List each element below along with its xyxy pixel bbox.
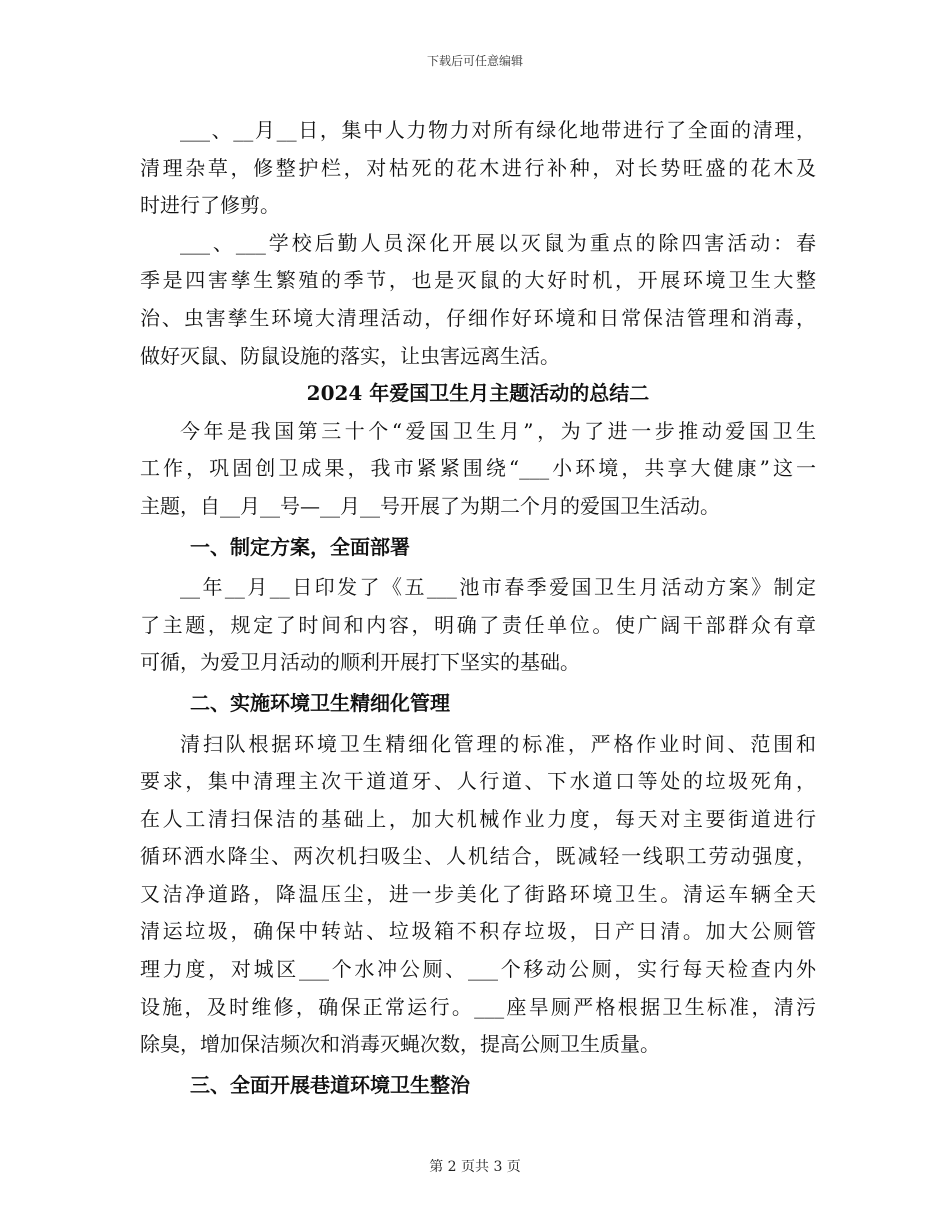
paragraph-line: 清扫队根据环境卫生精细化管理的标准，严格作业时间、范围和 [180, 731, 816, 756]
paragraph-line: 做好灭鼠、防鼠设施的落实，让虫害远离生活。 [140, 343, 560, 368]
paragraph [140, 413, 816, 526]
paragraph-line: ___、__月__日，集中人力物力对所有绿化地带进行了全面的清理， [180, 118, 816, 142]
sub-heading: 二、实施环境卫生精细化管理 [190, 690, 450, 715]
sub-heading: 一、制定方案，全面部署 [190, 534, 410, 559]
paragraph-line: 设施，及时维修，确保正常运行。___座旱厕严格根据卫生标准，清污 [140, 994, 816, 1019]
section-title: 2024 年爱国卫生月主题活动的总结二 [306, 381, 650, 406]
paragraph [140, 726, 816, 1064]
paragraph-line: 治、虫害孳生环境大清理活动，仔细作好环境和日常保洁管理和消毒， [140, 305, 816, 330]
paragraph-line: 在人工清扫保洁的基础上，加大机械作业力度，每天对主要街道进行 [140, 806, 816, 831]
paragraph-line: ___、___学校后勤人员深化开展以灭鼠为重点的除四害活动：春 [180, 230, 816, 255]
paragraph-line: 理力度，对城区___个水冲公厕、___个移动公厕，实行每天检查内外 [140, 957, 816, 982]
paragraph-line: 今年是我国第三十个“爱国卫生月”，为了进一步推动爱国卫生 [180, 418, 816, 443]
page-header: 下载后可任意编辑 [426, 54, 523, 68]
paragraph [140, 112, 816, 225]
paragraph-line: 清运垃圾，确保中转站、垃圾箱不积存垃圾，日产日清。加大公厕管 [140, 919, 816, 944]
paragraph-line: 工作，巩固创卫成果，我市紧紧围绕“___小环境，共享大健康”这一 [140, 456, 816, 481]
paragraph-line: 时进行了修剪。 [140, 193, 280, 218]
paragraph-line: 清理杂草，修整护栏，对枯死的花木进行补种，对长势旺盛的花木及 [140, 155, 816, 180]
sub-heading: 三、全面开展巷道环境卫生整治 [190, 1072, 470, 1097]
paragraph-line: 除臭，增加保洁频次和消毒灭蝇次数，提高公厕卫生质量。 [140, 1032, 660, 1057]
document-body [140, 112, 816, 1107]
page-footer: 第 2 页共 3 页 [429, 1159, 521, 1175]
paragraph-line: 季是四害孳生繁殖的季节，也是灭鼠的大好时机，开展环境卫生大整 [140, 268, 816, 293]
paragraph-line: 要求，集中清理主次干道道牙、人行道、下水道口等处的垃圾死角， [140, 769, 816, 794]
paragraph-line: 循环洒水降尘、两次机扫吸尘、人机结合，既减轻一线职工劳动强度， [140, 844, 816, 869]
paragraph-line: 又洁净道路，降温压尘，进一步美化了街路环境卫生。清运车辆全天 [140, 881, 816, 906]
paragraph-line: 主题，自__月__号—__月__号开展了为期二个月的爱国卫生活动。 [140, 493, 720, 518]
paragraph-line: 可循，为爱卫月活动的顺利开展打下坚实的基础。 [140, 650, 580, 675]
paragraph [140, 569, 816, 682]
paragraph-line: 了主题，规定了时间和内容，明确了责任单位。使广阔干部群众有章 [140, 612, 816, 637]
paragraph [140, 225, 816, 375]
paragraph-line: __年__月__日印发了《五___池市春季爱国卫生月活动方案》制定 [180, 575, 816, 600]
